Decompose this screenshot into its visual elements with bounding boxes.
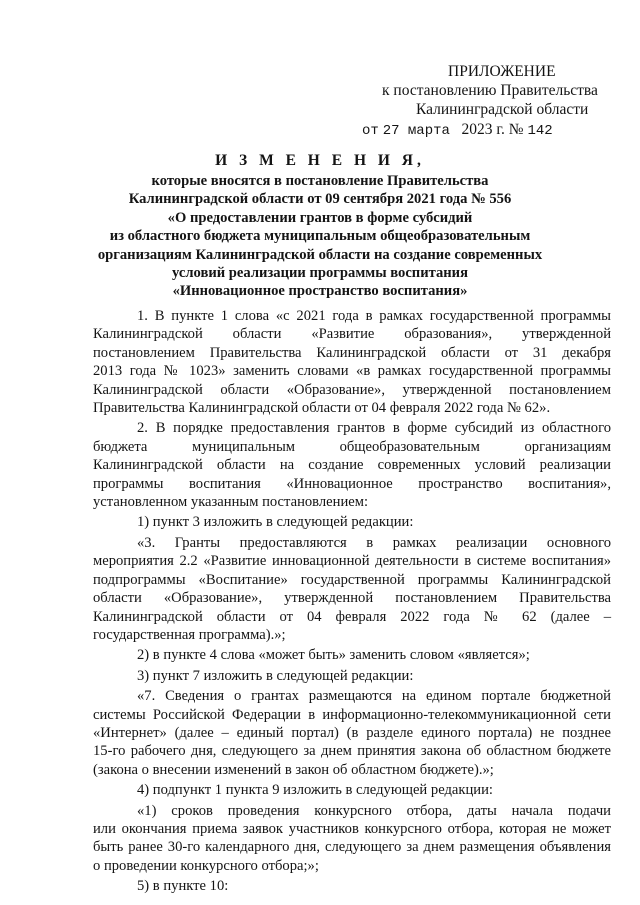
body-line: «3. Гранты предоставляются в рамках реализации основного [137,534,611,551]
appendix-line-region: Калининградской области [416,101,589,118]
body-line: 1. В пункте 1 слова «с 2021 года в рамках государственной программы [137,308,611,324]
body-paragraph [93,877,611,895]
body-line: программы воспитания «Инновационное пространство воспитания», [93,475,611,492]
body-line: Калининградской области от 04 февраля 2022 года № 62 (далее – [93,608,611,625]
body-paragraph [93,419,611,511]
body-line: 15-го рабочего дня, следующего за днем принятия закона об областном бюджете [93,743,611,760]
body-line: 1) пункт 3 изложить в следующей редакции: [137,514,414,531]
body-line: быть ранее 30-го календарного дня, следующего за днем размещения объявления [93,839,611,856]
title-line: условий реализации программы воспитания [172,265,468,282]
appendix-date-line [330,120,620,141]
body-paragraph [93,534,611,644]
title-line: «Инновационное пространство воспитания» [172,283,468,300]
body-line: (закона о внесении изменений в закон об областном бюджете).»; [93,761,494,778]
body-line: 2. В порядке предоставления грантов в форме субсидий из областного [137,420,611,437]
appendix-heading: ПРИЛОЖЕНИЕ [448,63,556,80]
body-line: «7. Сведения о грантах размещаются на едином портале бюджетной [137,688,611,705]
body-paragraph [93,802,611,876]
body-line: Калининградской области «Развитие образования», утвержденной [93,326,611,343]
body-line: подпрограммы «Воспитание» государственной программы Калининградской [93,571,611,588]
body-paragraph [93,307,611,417]
body-line: системы Российской Федерации в информационно-телекоммуникационной сети [93,706,611,723]
body-line: государственная программа).»; [93,626,286,643]
body-line: мероприятия 2.2 «Развитие инновационной деятельности в системе воспитания» [93,553,611,570]
year-text: 2023 г. № [461,121,524,138]
date-prefix: от [362,123,379,139]
body-line: Калининградской области «Образование», утвержденной постановлением [93,381,611,398]
body-paragraph [93,687,611,779]
title-line: которые вносятся в постановление Правительства [151,173,489,189]
body-line: постановлением Правительства Калининградской области от 31 декабря [93,344,611,361]
body-line: 2013 года № 1023» заменить словами «в рамках государственной программы [93,363,611,380]
body-line: установленном указанным постановлением: [93,494,369,511]
body-line: бюджета муниципальным общеобразовательным организациям [93,438,611,455]
body-line: или окончания приема заявок участников конкурсного отбора, которая не может [93,820,611,837]
title-main: И З М Е Н Е Н И Я, [215,152,425,169]
document-number: 142 [527,123,553,139]
body-line: Калининградской области на создание современных условий реализации [93,457,611,474]
title-line: «О предоставлении грантов в форме субсидий [167,209,473,226]
document-body [93,307,611,898]
body-paragraph [93,781,611,799]
body-line: Правительства Калининградской области от 04 февраля 2022 года № 62». [93,400,551,417]
body-line: области «Образование», утвержденной постановлением Правительства [93,590,611,607]
title-line: организациям Калининградской области на создание современных [97,246,543,263]
appendix-block [330,62,620,141]
appendix-line-resolution: к постановлению Правительства [382,82,598,99]
body-line: о проведении конкурсного отбора;»; [93,857,319,874]
body-line: 2) в пункте 4 слова «может быть» заменить словом «является»; [137,647,530,664]
title-block [90,151,550,301]
body-paragraph [93,646,611,664]
body-line: 4) подпункт 1 пункта 9 изложить в следующей редакции: [137,782,493,799]
title-line: Калининградской области от 09 сентября 2021 года № 556 [128,191,512,208]
body-line: «1) сроков проведения конкурсного отбора, даты начала подачи [137,802,611,819]
body-line: 3) пункт 7 изложить в следующей редакции: [137,667,414,684]
body-paragraph [93,667,611,685]
title-lines [90,172,550,301]
body-line: «Интернет» (далее – единый портал) (в разделе единого портала) не позднее [93,724,611,741]
body-paragraph [93,513,611,531]
body-line: 5) в пункте 10: [137,878,229,895]
date-text: 27 марта [382,123,450,139]
title-line: из областного бюджета муниципальным общеобразовательным [109,228,531,245]
